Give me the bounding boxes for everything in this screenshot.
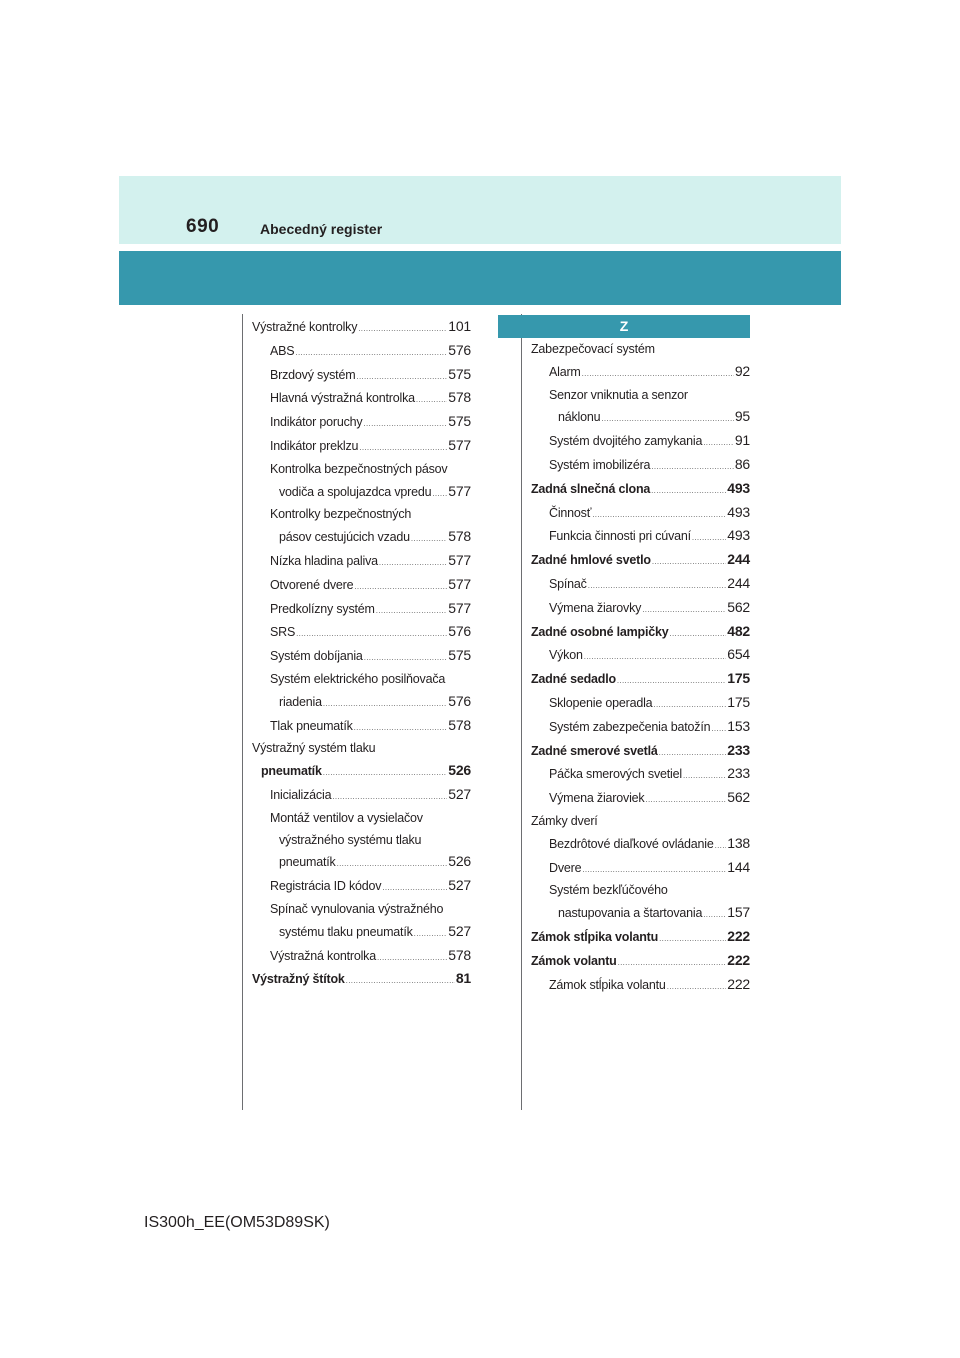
index-column-right [531, 339, 750, 997]
index-entry [252, 481, 471, 505]
index-entry-label: nastupovania a štartovania [558, 906, 703, 921]
index-entry [531, 787, 750, 811]
index-entry [252, 387, 471, 411]
dot-leader [354, 576, 447, 598]
index-entry-label: pásov cestujúcich vzadu [279, 530, 410, 545]
dot-leader [584, 646, 726, 668]
index-entry-page: 577 [448, 482, 471, 499]
index-entry [531, 902, 750, 926]
dot-leader [653, 694, 726, 716]
index-entry-label: Nízka hladina paliva [270, 553, 378, 568]
index-entry-label: Zadné smerové svetlá [531, 743, 658, 758]
dot-leader [337, 853, 448, 875]
index-entry-label: Systém dvojitého zamykania [549, 434, 703, 449]
index-entry-label: Výstražný štítok [252, 972, 345, 987]
index-entry-page: 526 [448, 853, 471, 870]
index-entry-label: Hlavná výstražná kontrolka [270, 391, 415, 406]
index-entry [252, 691, 471, 715]
index-entry-page: 222 [727, 927, 750, 944]
index-entry-label: Výstražná kontrolka [270, 948, 376, 963]
dot-leader [659, 742, 727, 764]
dot-leader [659, 928, 726, 950]
index-entry-label: SRS [270, 625, 296, 640]
dot-leader [703, 432, 734, 454]
index-entry-page: 81 [455, 970, 471, 987]
dot-leader [588, 575, 727, 597]
index-entry-page: 575 [448, 365, 471, 382]
dot-leader [354, 717, 448, 739]
index-entry-page: 576 [448, 692, 471, 709]
index-entry-page: 95 [734, 408, 750, 425]
index-entry-label: Tlak pneumatík [270, 718, 353, 733]
index-entry-label: Výstražné kontrolky [252, 320, 358, 334]
index-entry [531, 974, 750, 998]
index-entry [252, 435, 471, 459]
index-entry-label: Indikátor preklzu [270, 438, 359, 453]
index-entry-page: 577 [448, 436, 471, 453]
index-entry-label: Dvere [549, 860, 582, 875]
index-entry [531, 950, 750, 974]
dot-leader [356, 366, 447, 388]
index-entry-label: Výmena žiarovky [549, 600, 642, 615]
index-entry-page: 493 [727, 479, 750, 496]
dot-leader [683, 765, 726, 787]
section-letter-bar: Z [498, 315, 750, 338]
index-entry [531, 740, 750, 764]
index-entry-page: 244 [727, 551, 750, 568]
index-entry [252, 715, 471, 739]
index-entry [252, 645, 471, 669]
index-entry-label: Sklopenie operadla [549, 695, 653, 710]
dot-leader [645, 789, 726, 811]
index-entry-page: 233 [727, 765, 750, 782]
dot-leader [670, 623, 727, 645]
index-entry-heading: Systém elektrického posilňovača [270, 671, 446, 686]
index-entry-page: 578 [448, 528, 471, 545]
index-entry [531, 361, 750, 385]
index-entry-label: systému tlaku pneumatík [279, 924, 413, 939]
index-entry-label: Systém zabezpečenia batožín [549, 719, 711, 734]
index-entry-page: 578 [448, 716, 471, 733]
index-entry [531, 621, 750, 645]
index-entry [531, 549, 750, 573]
dot-leader [703, 904, 726, 926]
dot-leader [296, 623, 447, 645]
index-entry [531, 644, 750, 668]
index-entry-label: Brzdový systém [270, 367, 356, 382]
dot-leader [432, 483, 447, 505]
index-entry [252, 921, 471, 945]
index-entry [252, 550, 471, 574]
index-entry-page: 577 [448, 575, 471, 592]
index-entry [531, 430, 750, 454]
index-entry-page: 562 [727, 789, 750, 806]
index-entry [252, 784, 471, 808]
dot-leader [382, 877, 447, 899]
dot-leader [651, 456, 734, 478]
index-entry [252, 316, 471, 340]
index-entry-page: 86 [734, 455, 750, 472]
dot-leader [323, 693, 447, 715]
dot-leader [359, 437, 447, 459]
dot-leader [667, 976, 727, 998]
index-entry-label: Zámok stĺpika volantu [531, 929, 659, 944]
index-entry-label: Zadná slnečná clona [531, 481, 651, 496]
index-entry-label: Činnosť [549, 505, 592, 520]
index-entry-label: Systém imobilizéra [549, 457, 651, 472]
index-entry-heading: Zabezpečovací systém [531, 342, 655, 356]
index-entry-label: vodiča a spolujazdca vpredu [279, 484, 432, 499]
index-entry-label: Otvorené dvere [270, 577, 354, 592]
index-entry-label: Zadné osobné lampičky [531, 624, 669, 639]
index-entry [531, 926, 750, 950]
index-entry-page: 153 [727, 717, 750, 734]
index-entry-page: 527 [448, 785, 471, 802]
dot-leader [346, 970, 455, 992]
dot-leader [582, 363, 734, 385]
index-entry [252, 621, 471, 645]
index-entry-page: 578 [448, 946, 471, 963]
index-entry-label: Výkon [549, 648, 583, 663]
index-entry-label: ABS [270, 343, 295, 358]
index-entry-label: riadenia [279, 694, 322, 709]
index-entry-page: 175 [727, 670, 750, 687]
index-entry-page: 562 [727, 598, 750, 615]
index-entry-page: 493 [727, 503, 750, 520]
dot-leader [358, 318, 447, 340]
index-entry-label: Zadné sedadlo [531, 672, 616, 687]
index-entry-page: 577 [448, 551, 471, 568]
index-entry-heading: Zámky dverí [531, 813, 598, 828]
dot-leader [411, 528, 447, 550]
index-entry-heading: Kontrolky bezpečnostných [270, 507, 412, 522]
index-entry-page: 138 [727, 834, 750, 851]
footer-model-code: IS300h_EE(OM53D89SK) [144, 1214, 330, 1231]
dot-leader [715, 835, 727, 857]
index-entry-heading: Senzor vniknutia a senzor [549, 387, 688, 402]
index-entry-heading: Systém bezkľúčového [549, 883, 668, 898]
index-entry-label: pneumatík [279, 855, 336, 870]
index-entry [531, 406, 750, 430]
index-entry [531, 857, 750, 881]
dot-leader [364, 647, 448, 669]
index-entry-page: 101 [448, 318, 471, 334]
index-entry-page: 233 [727, 741, 750, 758]
index-entry-heading: Montáž ventilov a vysielačov [270, 810, 423, 825]
index-entry-page: 493 [727, 527, 750, 544]
dot-leader [592, 504, 726, 526]
index-entry-page: 578 [448, 389, 471, 406]
index-entry-label: Zámok volantu [531, 953, 617, 968]
index-entry-label: Predkolízny systém [270, 601, 375, 616]
index-entry [531, 692, 750, 716]
index-entry-page: 575 [448, 647, 471, 664]
index-entry [252, 364, 471, 388]
index-entry-label: Indikátor poruchy [270, 415, 363, 430]
index-entry [531, 716, 750, 740]
index-entry-page: 526 [448, 762, 471, 779]
dot-leader [711, 718, 726, 740]
index-entry [252, 968, 471, 992]
page-number: 690 [186, 216, 220, 237]
dot-leader [617, 670, 726, 692]
index-entry-label: náklonu [558, 410, 601, 425]
index-entry-label: Zadné hmlové svetlo [531, 553, 651, 568]
index-entry-page: 654 [727, 646, 750, 663]
index-column-left [252, 316, 471, 992]
index-entry-label: Systém dobíjania [270, 649, 363, 664]
dot-leader [642, 599, 726, 621]
index-entry [531, 668, 750, 692]
index-entry-page: 577 [448, 599, 471, 616]
index-entry-label: Spínač [549, 576, 587, 591]
index-entry-page: 482 [727, 622, 750, 639]
index-entry [531, 525, 750, 549]
header-band [119, 176, 841, 244]
index-entry [252, 340, 471, 364]
dot-leader [651, 480, 726, 502]
dot-leader [692, 527, 726, 549]
dot-leader [377, 947, 447, 969]
left-column-rule [242, 314, 243, 1110]
right-column-rule [521, 314, 522, 1110]
dot-leader [364, 413, 448, 435]
dot-leader [652, 551, 726, 573]
index-entry-page: 91 [734, 432, 750, 449]
index-entry [252, 574, 471, 598]
dot-leader [379, 552, 447, 574]
index-entry [252, 851, 471, 875]
index-entry-heading: Kontrolka bezpečnostných pásov [270, 461, 448, 476]
index-entry-page: 222 [727, 951, 750, 968]
index-entry [252, 875, 471, 899]
index-entry-page: 157 [727, 904, 750, 921]
dot-leader [582, 859, 726, 881]
dot-leader [332, 786, 447, 808]
index-entry-page: 144 [727, 858, 750, 875]
index-entry-page: 576 [448, 341, 471, 358]
index-entry-label: Páčka smerových svetiel [549, 767, 682, 782]
index-entry [531, 597, 750, 621]
index-entry [531, 454, 750, 478]
index-entry-label: Inicializácia [270, 787, 332, 802]
index-entry-heading: Výstražný systém tlaku [252, 741, 376, 756]
index-entry-label: Registrácia ID kódov [270, 879, 382, 894]
index-entry [252, 598, 471, 622]
index-entry [531, 833, 750, 857]
index-entry-label: Výmena žiaroviek [549, 791, 645, 806]
index-entry [252, 760, 471, 784]
index-entry-label: Alarm [549, 364, 581, 379]
index-entry-page: 92 [734, 362, 750, 379]
dot-leader [376, 600, 447, 622]
index-entry [252, 945, 471, 969]
dot-leader [618, 952, 727, 974]
index-entry-page: 575 [448, 413, 471, 430]
dot-leader [323, 762, 448, 784]
index-entry-page: 244 [727, 574, 750, 591]
header-color-bar [119, 251, 841, 305]
index-entry-page: 175 [727, 693, 750, 710]
index-entry-label: pneumatík [261, 764, 322, 779]
index-entry [252, 526, 471, 550]
index-entry-page: 576 [448, 623, 471, 640]
index-entry-heading: výstražného systému tlaku [279, 832, 422, 847]
dot-leader [295, 342, 447, 364]
index-entry [531, 573, 750, 597]
index-entry [531, 478, 750, 502]
index-entry-heading: Spínač vynulovania výstražného [270, 901, 444, 916]
index-entry [531, 502, 750, 526]
index-entry-label: Bezdrôtové diaľkové ovládanie [549, 836, 714, 851]
dot-leader [414, 923, 448, 945]
index-entry-label: Zámok stĺpika volantu [549, 977, 666, 992]
dot-leader [416, 389, 447, 411]
index-entry-page: 527 [448, 877, 471, 894]
index-entry-page: 527 [448, 922, 471, 939]
page-title: Abecedný register [260, 221, 383, 237]
index-entry [252, 411, 471, 435]
index-entry-page: 222 [727, 975, 750, 992]
index-entry [531, 763, 750, 787]
dot-leader [601, 408, 733, 430]
index-entry-label: Funkcia činnosti pri cúvaní [549, 529, 691, 544]
